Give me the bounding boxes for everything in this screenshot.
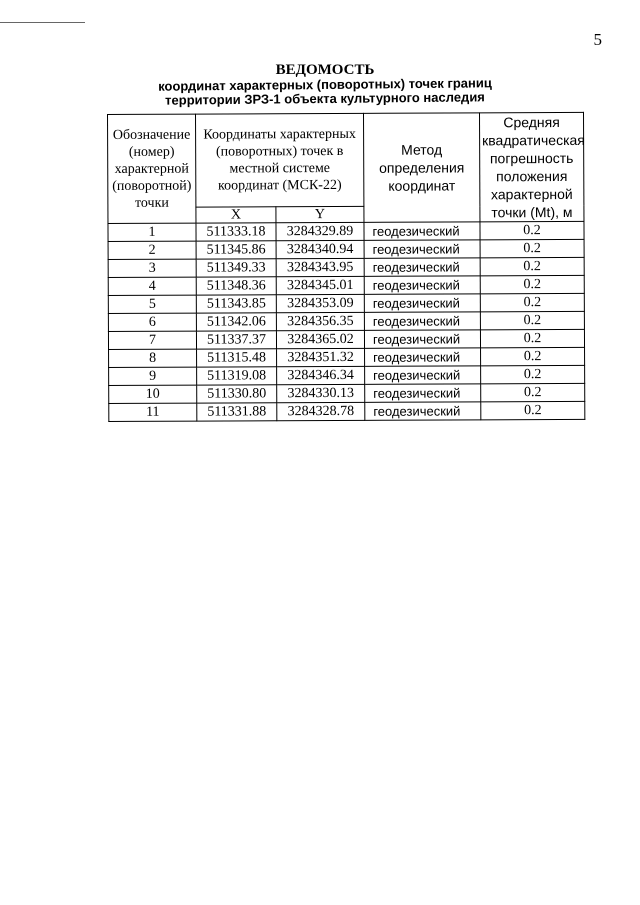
cell-method: геодезический	[364, 258, 480, 277]
cell-y: 3284346.34	[277, 366, 365, 384]
cell-method: геодезический	[364, 312, 480, 331]
cell-point-number: 1	[108, 223, 196, 241]
cell-x: 511345.86	[196, 241, 276, 259]
cell-point-number: 4	[108, 277, 196, 295]
cell-error: 0.2	[480, 311, 584, 329]
cell-y: 3284356.35	[276, 312, 364, 330]
table-row	[109, 347, 585, 367]
scan-edge-line	[0, 22, 85, 23]
cell-error: 0.2	[480, 221, 584, 239]
table-row	[108, 275, 584, 295]
cell-x: 511342.06	[196, 313, 276, 331]
header-coordinates: Координаты характерных (поворотных) точек в местной системе координат (МСК-22)	[196, 113, 364, 207]
header-y: Y	[276, 206, 364, 222]
header-method: Метод определения координат	[363, 113, 479, 223]
cell-error: 0.2	[480, 275, 584, 293]
cell-y: 3284343.95	[276, 258, 364, 276]
table-row	[109, 383, 585, 403]
table-row	[109, 401, 585, 421]
cell-point-number: 11	[109, 403, 197, 421]
header-x: X	[196, 207, 276, 223]
table-row	[108, 221, 584, 241]
cell-method: геодезический	[364, 240, 480, 259]
cell-method: геодезический	[365, 366, 481, 385]
cell-error: 0.2	[480, 329, 584, 347]
cell-x: 511337.37	[196, 331, 276, 349]
cell-point-number: 10	[109, 385, 197, 403]
table-row	[109, 365, 585, 385]
cell-method: геодезический	[364, 276, 480, 295]
page-number: 5	[593, 30, 602, 49]
cell-method: геодезический	[365, 402, 481, 421]
table-body	[108, 221, 585, 421]
cell-y: 3284329.89	[276, 222, 364, 240]
cell-x: 511319.08	[197, 367, 277, 385]
header-mean-error: Средняя квадратическая погрешность положения характерной точки (Mt), м	[479, 112, 583, 221]
cell-point-number: 8	[109, 349, 197, 367]
cell-y: 3284353.09	[276, 294, 364, 312]
cell-method: геодезический	[364, 222, 480, 241]
table-row	[108, 329, 584, 349]
document-title-block	[110, 62, 540, 106]
table-row	[108, 239, 584, 259]
cell-method: геодезический	[364, 330, 480, 349]
cell-method: геодезический	[365, 348, 481, 367]
table-row	[108, 257, 584, 277]
cell-point-number: 3	[108, 259, 196, 277]
document-subtitle-line-1: координат характерных (поворотных) точек границ	[158, 75, 492, 94]
cell-error: 0.2	[480, 293, 584, 311]
cell-x: 511330.80	[197, 385, 277, 403]
cell-error: 0.2	[481, 365, 585, 383]
header-point-designation: Обозначение (номер) характерной (поворотной) точки	[108, 114, 196, 223]
cell-method: геодезический	[364, 294, 480, 313]
cell-point-number: 2	[108, 241, 196, 259]
cell-x: 511333.18	[196, 223, 276, 241]
cell-point-number: 6	[108, 313, 196, 331]
table-row	[108, 311, 584, 331]
cell-error: 0.2	[480, 239, 584, 257]
cell-x: 511315.48	[197, 349, 277, 367]
cell-method: геодезический	[365, 384, 481, 403]
table-header-row	[108, 112, 584, 207]
document-title: ВЕДОМОСТЬ	[275, 62, 375, 78]
cell-x: 511348.36	[196, 277, 276, 295]
cell-y: 3284330.13	[277, 384, 365, 402]
cell-y: 3284345.01	[276, 276, 364, 294]
document-subtitle-line-2: территории ЗРЗ-1 объекта культурного наследия	[165, 89, 485, 108]
cell-y: 3284365.02	[276, 330, 364, 348]
cell-error: 0.2	[481, 347, 585, 365]
coordinates-table	[107, 112, 585, 422]
cell-x: 511331.88	[197, 403, 277, 421]
cell-error: 0.2	[481, 383, 585, 401]
cell-point-number: 7	[108, 331, 196, 349]
cell-y: 3284351.32	[277, 348, 365, 366]
table-row	[108, 293, 584, 313]
cell-error: 0.2	[480, 257, 584, 275]
cell-x: 511343.85	[196, 295, 276, 313]
cell-point-number: 5	[108, 295, 196, 313]
cell-error: 0.2	[481, 401, 585, 419]
cell-y: 3284340.94	[276, 240, 364, 258]
cell-x: 511349.33	[196, 259, 276, 277]
cell-point-number: 9	[109, 367, 197, 385]
cell-y: 3284328.78	[277, 402, 365, 420]
